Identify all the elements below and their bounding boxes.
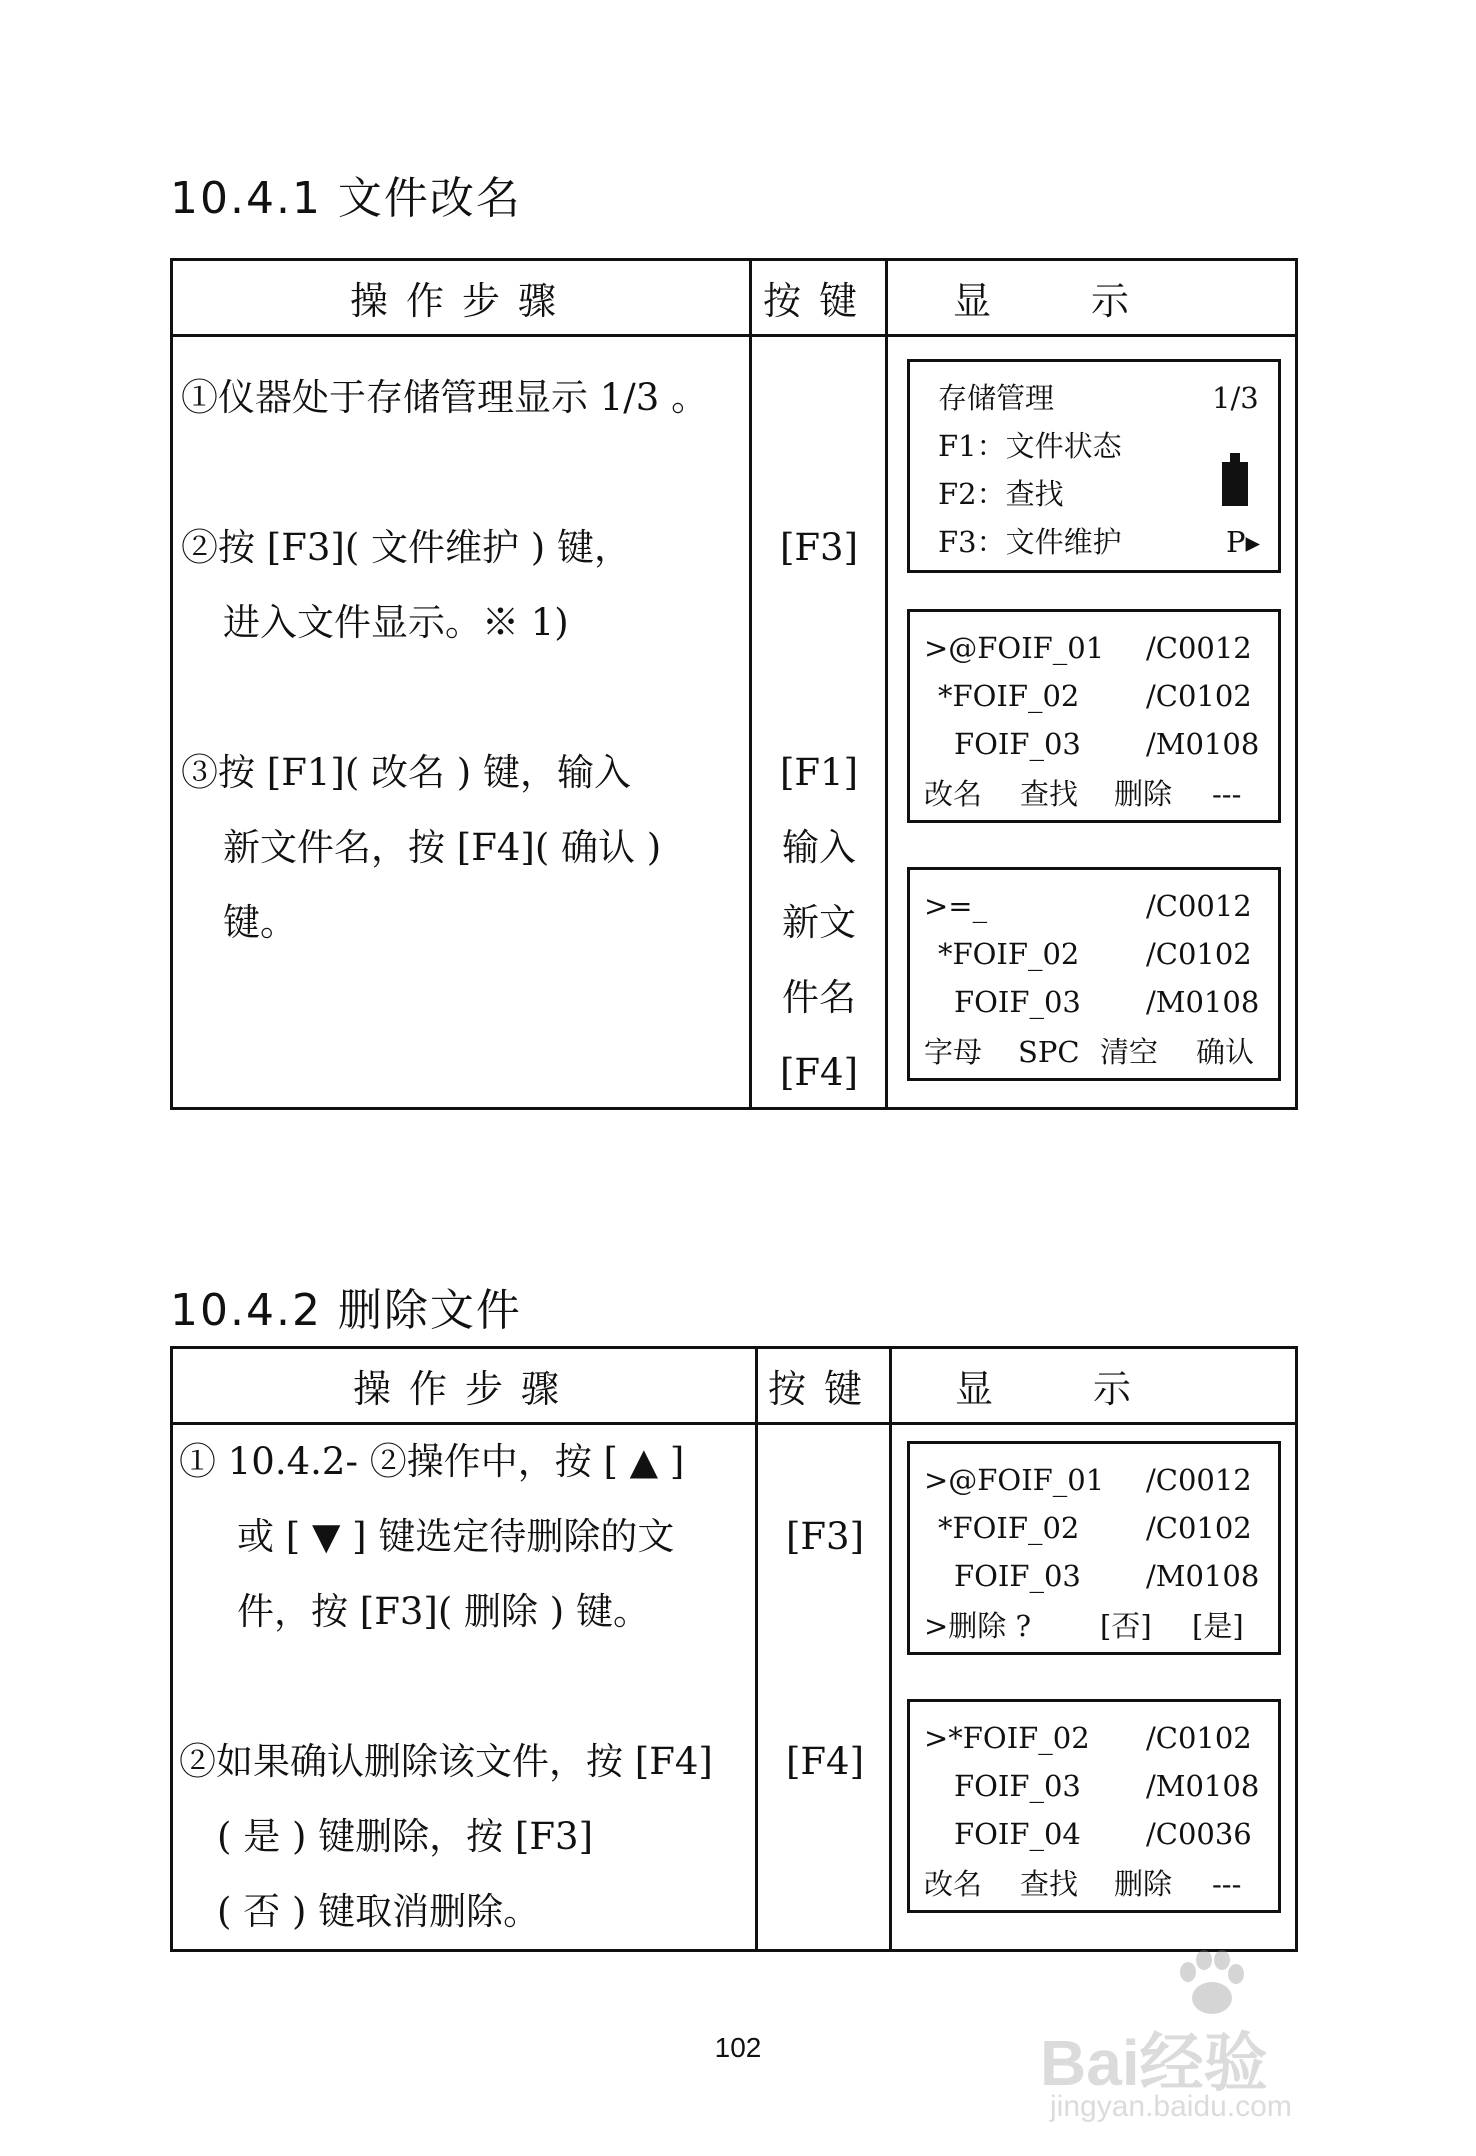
- menu-line: F2：查找: [938, 477, 1064, 511]
- step-text: ③按 [F1]( 改名 ) 键，输入: [181, 751, 631, 794]
- file-row-code: /C0012: [1146, 1463, 1252, 1497]
- softkey-label: ---: [1212, 777, 1242, 811]
- file-row-code: /C0012: [1146, 631, 1252, 665]
- file-row-name: >*FOIF_02: [924, 1721, 1090, 1755]
- softkey-label: 字母: [924, 1035, 983, 1069]
- step-text: ②如果确认删除该文件，按 [F4]: [179, 1740, 713, 1783]
- step-text: ( 否 ) 键取消删除。: [217, 1890, 541, 1933]
- lcd-screen-rename-input: [907, 867, 1281, 1081]
- softkey-label: 查找: [1020, 777, 1079, 811]
- delete-prompt: >删除 ?: [924, 1609, 1032, 1643]
- step-text: ①仪器处于存储管理显示 1/3 。: [181, 376, 709, 419]
- section-heading-rename: 10.4.1 文件改名: [170, 173, 522, 224]
- delete-procedure-table: [170, 1346, 1298, 1952]
- softkey-label: 查找: [1020, 1867, 1079, 1901]
- step-text: 进入文件显示。※ 1): [223, 601, 569, 644]
- file-row-code: /C0102: [1146, 937, 1252, 971]
- file-row-name: *FOIF_02: [938, 679, 1080, 713]
- header-display: 显示: [954, 1367, 1231, 1411]
- rename-procedure-table: [170, 258, 1298, 1110]
- key-label: [F1]: [779, 751, 859, 794]
- header-display: 显示: [952, 279, 1229, 323]
- key-label: [F4]: [785, 1740, 865, 1783]
- softkey-label: 改名: [924, 777, 983, 811]
- key-label: [F3]: [779, 526, 859, 569]
- file-row-name: FOIF_03: [954, 727, 1081, 761]
- step-text: 键。: [223, 901, 297, 944]
- page-number: 102: [714, 2032, 762, 2063]
- step-text: 新文件名，按 [F4]( 确认 ): [223, 826, 662, 869]
- table-header-row: [173, 1349, 1295, 1425]
- softkey-label: 删除: [1114, 1867, 1173, 1901]
- file-row-name: >@FOIF_01: [924, 631, 1105, 665]
- file-row-name: >=_: [924, 889, 988, 923]
- baidu-watermark: [1040, 1950, 1400, 2130]
- lcd-screen-file-list: [907, 609, 1281, 823]
- header-keys: 按键: [767, 1367, 880, 1411]
- file-row-code: /C0102: [1146, 679, 1252, 713]
- menu-line: F1：文件状态: [938, 429, 1122, 463]
- softkey-label: SPC: [1018, 1035, 1080, 1069]
- column-divider: [889, 1349, 892, 1949]
- option-yes: [是]: [1192, 1609, 1244, 1643]
- header-steps: 操作步骤: [352, 1367, 577, 1411]
- file-row-code: /C0012: [1146, 889, 1252, 923]
- table-header-row: [173, 261, 1295, 337]
- file-row-name: >@FOIF_01: [924, 1463, 1105, 1497]
- watermark-brand: Bai经验: [1040, 2027, 1268, 2099]
- file-row-code: /C0102: [1146, 1511, 1252, 1545]
- file-row-code: /M0108: [1146, 1559, 1260, 1593]
- file-row-name: FOIF_04: [954, 1817, 1081, 1851]
- page-indicator: P▸: [1226, 525, 1261, 559]
- option-no: [否]: [1100, 1609, 1152, 1643]
- softkey-label: 改名: [924, 1867, 983, 1901]
- screen-title: 存储管理: [938, 381, 1055, 415]
- file-row-name: *FOIF_02: [938, 937, 1080, 971]
- step-text: 或 [ ▼ ] 键选定待删除的文: [237, 1515, 675, 1558]
- watermark-url: jingyan.baidu.com: [1050, 2090, 1292, 2123]
- header-steps: 操作步骤: [349, 279, 574, 323]
- key-label: 件名: [782, 976, 856, 1019]
- lcd-screen-after-delete: [907, 1699, 1281, 1913]
- column-divider: [755, 1349, 758, 1949]
- softkey-label: 删除: [1114, 777, 1173, 811]
- key-label: [F4]: [779, 1051, 859, 1094]
- lcd-screen-delete-confirm: [907, 1441, 1281, 1655]
- softkey-label: ---: [1212, 1867, 1242, 1901]
- header-keys: 按键: [762, 279, 875, 323]
- step-text: ②按 [F3]( 文件维护 ) 键，: [181, 526, 631, 569]
- softkey-label: 清空: [1100, 1035, 1159, 1069]
- key-label: [F3]: [785, 1515, 865, 1558]
- file-row-code: /C0036: [1146, 1817, 1252, 1851]
- screen-page: 1/3: [1212, 381, 1259, 415]
- file-row-code: /M0108: [1146, 727, 1260, 761]
- file-row-name: FOIF_03: [954, 1769, 1081, 1803]
- paw-icon: [1170, 1950, 1250, 2020]
- file-row-name: FOIF_03: [954, 985, 1081, 1019]
- file-row-name: FOIF_03: [954, 1559, 1081, 1593]
- file-row-code: /C0102: [1146, 1721, 1252, 1755]
- file-row-name: *FOIF_02: [938, 1511, 1080, 1545]
- lcd-screen-storage-management: [907, 359, 1281, 573]
- file-row-code: /M0108: [1146, 985, 1260, 1019]
- softkey-label: 确认: [1196, 1035, 1255, 1069]
- file-row-code: /M0108: [1146, 1769, 1260, 1803]
- key-label: 新文: [782, 901, 856, 944]
- key-label: 输入: [782, 826, 856, 869]
- menu-line: F3：文件维护: [938, 525, 1122, 559]
- step-text: ( 是 ) 键删除，按 [F3]: [217, 1815, 593, 1858]
- step-text: 件，按 [F3]( 删除 ) 键。: [237, 1590, 650, 1633]
- step-text: ① 10.4.2- ②操作中，按 [ ▲ ]: [179, 1440, 685, 1483]
- battery-icon: [1222, 462, 1248, 506]
- section-heading-delete: 10.4.2 删除文件: [170, 1285, 522, 1336]
